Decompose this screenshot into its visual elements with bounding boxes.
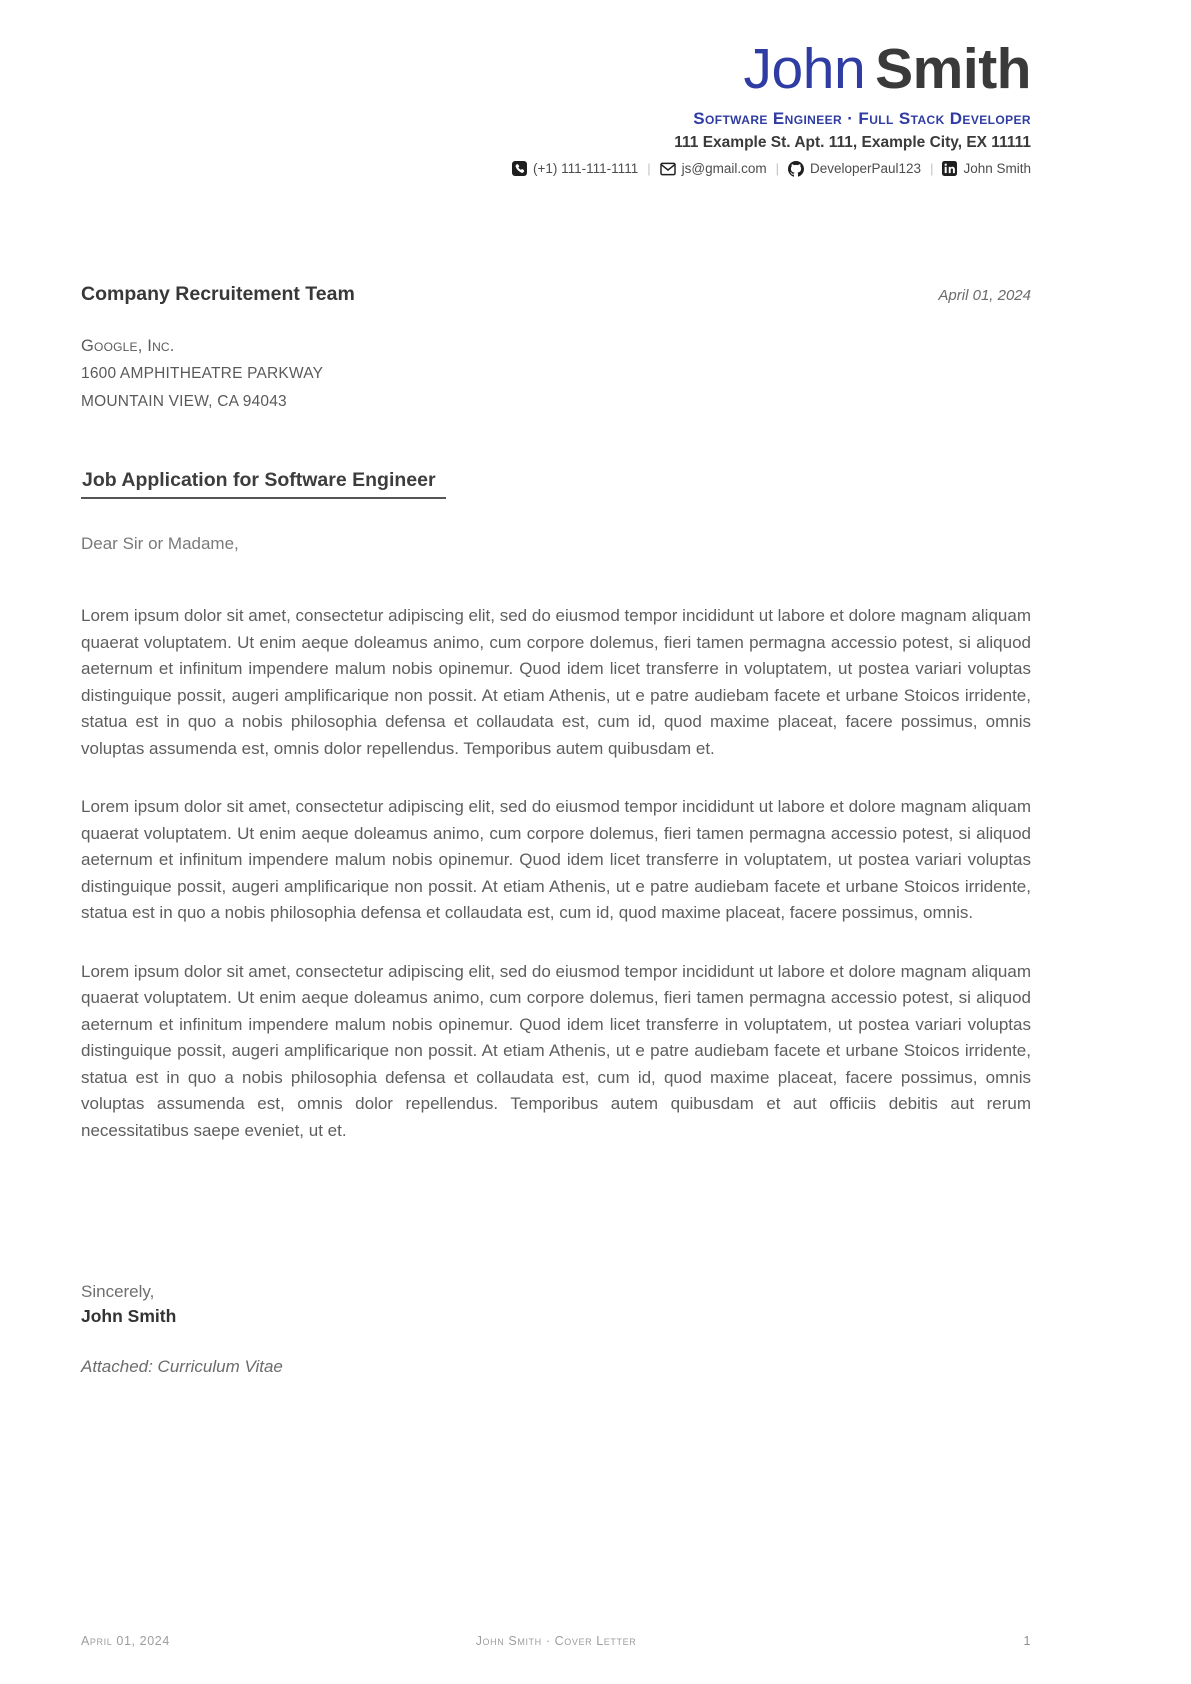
footer-page-number: 1 xyxy=(1023,1634,1032,1648)
paragraph-1: Lorem ipsum dolor sit amet, consectetur adipiscing elit, sed do eiusmod tempor incididunt ut labore et dolore magnam aliquam quaerat voluptatem. Ut enim aeque doleamus animo, cum corpore dolemus, fieri tamen permagna accessio potest, si aliquod aeternum et infinitum impendere malum nobis opinemur. Quod idem licet transferre in voluptatem, ut postea variari voluptas distinguique possit, augeri amplificarique non possit. At etiam Athenis, ut e patre audiebam facete et urbane Stoicos irridente, statua est in quo a nobis philosophia defensa et collaudata est, cum id, quod maxime placeat, facere possimus, omnis voluptas assumenda est, omnis dolor repellendus. Temporibus autem quibusdam et. xyxy=(81,606,1031,758)
linkedin-name: John Smith xyxy=(963,161,1031,177)
phone-icon xyxy=(512,161,527,176)
position-title: Software Engineer · Full Stack Developer xyxy=(693,108,1031,128)
company-address-line-2: MOUNTAIN VIEW, CA 94043 xyxy=(81,392,287,410)
salutation: Dear Sir or Madame, xyxy=(81,534,239,554)
closing-word: Sincerely, xyxy=(81,1282,155,1302)
recipient-title: Company Recruitement Team xyxy=(81,282,355,305)
recipient-row xyxy=(81,283,1031,306)
attachment-note: Attached: Curriculum Vitae xyxy=(81,1357,283,1377)
github-contact[interactable] xyxy=(788,161,921,177)
contact-separator: | xyxy=(930,161,934,177)
company-name: Google, Inc. xyxy=(81,336,175,355)
letter-header xyxy=(81,37,1031,177)
person-name xyxy=(81,37,1031,101)
letter-body xyxy=(81,603,1031,1144)
closing-block xyxy=(81,1282,1031,1327)
paragraph-2: Lorem ipsum dolor sit amet, consectetur adipiscing elit, sed do eiusmod tempor incididunt ut labore et dolore magnam aliquam quaerat voluptatem. Ut enim aeque doleamus animo, cum corpore dolemus, fieri tamen permagna accessio potest, si aliquod aeternum et infinitum impendere malum nobis opinemur. Quod idem licet transferre in voluptatem, ut postea variari voluptas distinguique possit, augeri amplificarique non possit. At etiam Athenis, ut e patre audiebam facete et urbane Stoicos irridente, statua est in quo a nobis philosophia defensa et collaudata est, cum id, quod maxime placeat, facere possimus, omnis. xyxy=(81,797,1031,923)
github-username: DeveloperPaul123 xyxy=(809,161,922,177)
subject-wrap xyxy=(81,469,1031,499)
linkedin-icon xyxy=(942,161,957,176)
contact-separator: | xyxy=(775,161,779,177)
phone-number: (+1) 111-111-1111 xyxy=(533,161,639,177)
contact-row xyxy=(81,161,1031,177)
contact-separator: | xyxy=(647,161,651,177)
company-address-block xyxy=(81,333,1031,416)
last-name: Smith xyxy=(875,37,1031,101)
email-icon xyxy=(660,162,676,176)
company-address-line-1: 1600 AMPHITHEATRE PARKWAY xyxy=(81,365,324,383)
github-icon xyxy=(788,161,804,177)
paragraph-3: Lorem ipsum dolor sit amet, consectetur adipiscing elit, sed do eiusmod tempor incididunt ut labore et dolore magnam aliquam quaerat voluptatem. Ut enim aeque doleamus animo, cum corpore dolemus, fieri tamen permagna accessio potest, si aliquod aeternum et infinitum impendere malum nobis opinemur. Quod idem licet transferre in voluptatem, ut postea variari voluptas distinguique possit, augeri amplificarique non possit. At etiam Athenis, ut e patre audiebam facete et urbane Stoicos irridente, statua est in quo a nobis philosophia defensa et collaudata est, cum id, quod maxime placeat, facere possimus, omnis voluptas assumenda est, omnis dolor repellendus. Temporibus autem quibusdam et aut officiis debitis aut rerum necessitatibus saepe eveniet, ut et. xyxy=(81,961,1031,1140)
footer-title: John Smith · Cover Letter xyxy=(475,1634,637,1648)
sender-address: 111 Example St. Apt. 111, Example City, EX 11111 xyxy=(674,133,1031,151)
page-footer xyxy=(81,1634,1031,1648)
signature-name: John Smith xyxy=(81,1306,177,1327)
letter-date: April 01, 2024 xyxy=(938,286,1031,304)
email-address: js@gmail.com xyxy=(681,161,767,177)
first-name: John xyxy=(743,37,866,101)
footer-date: April 01, 2024 xyxy=(81,1634,170,1648)
linkedin-contact[interactable] xyxy=(942,161,1031,176)
phone-contact[interactable] xyxy=(512,161,638,176)
email-contact[interactable] xyxy=(660,161,767,176)
letter-subject: Job Application for Software Engineer xyxy=(81,469,446,499)
